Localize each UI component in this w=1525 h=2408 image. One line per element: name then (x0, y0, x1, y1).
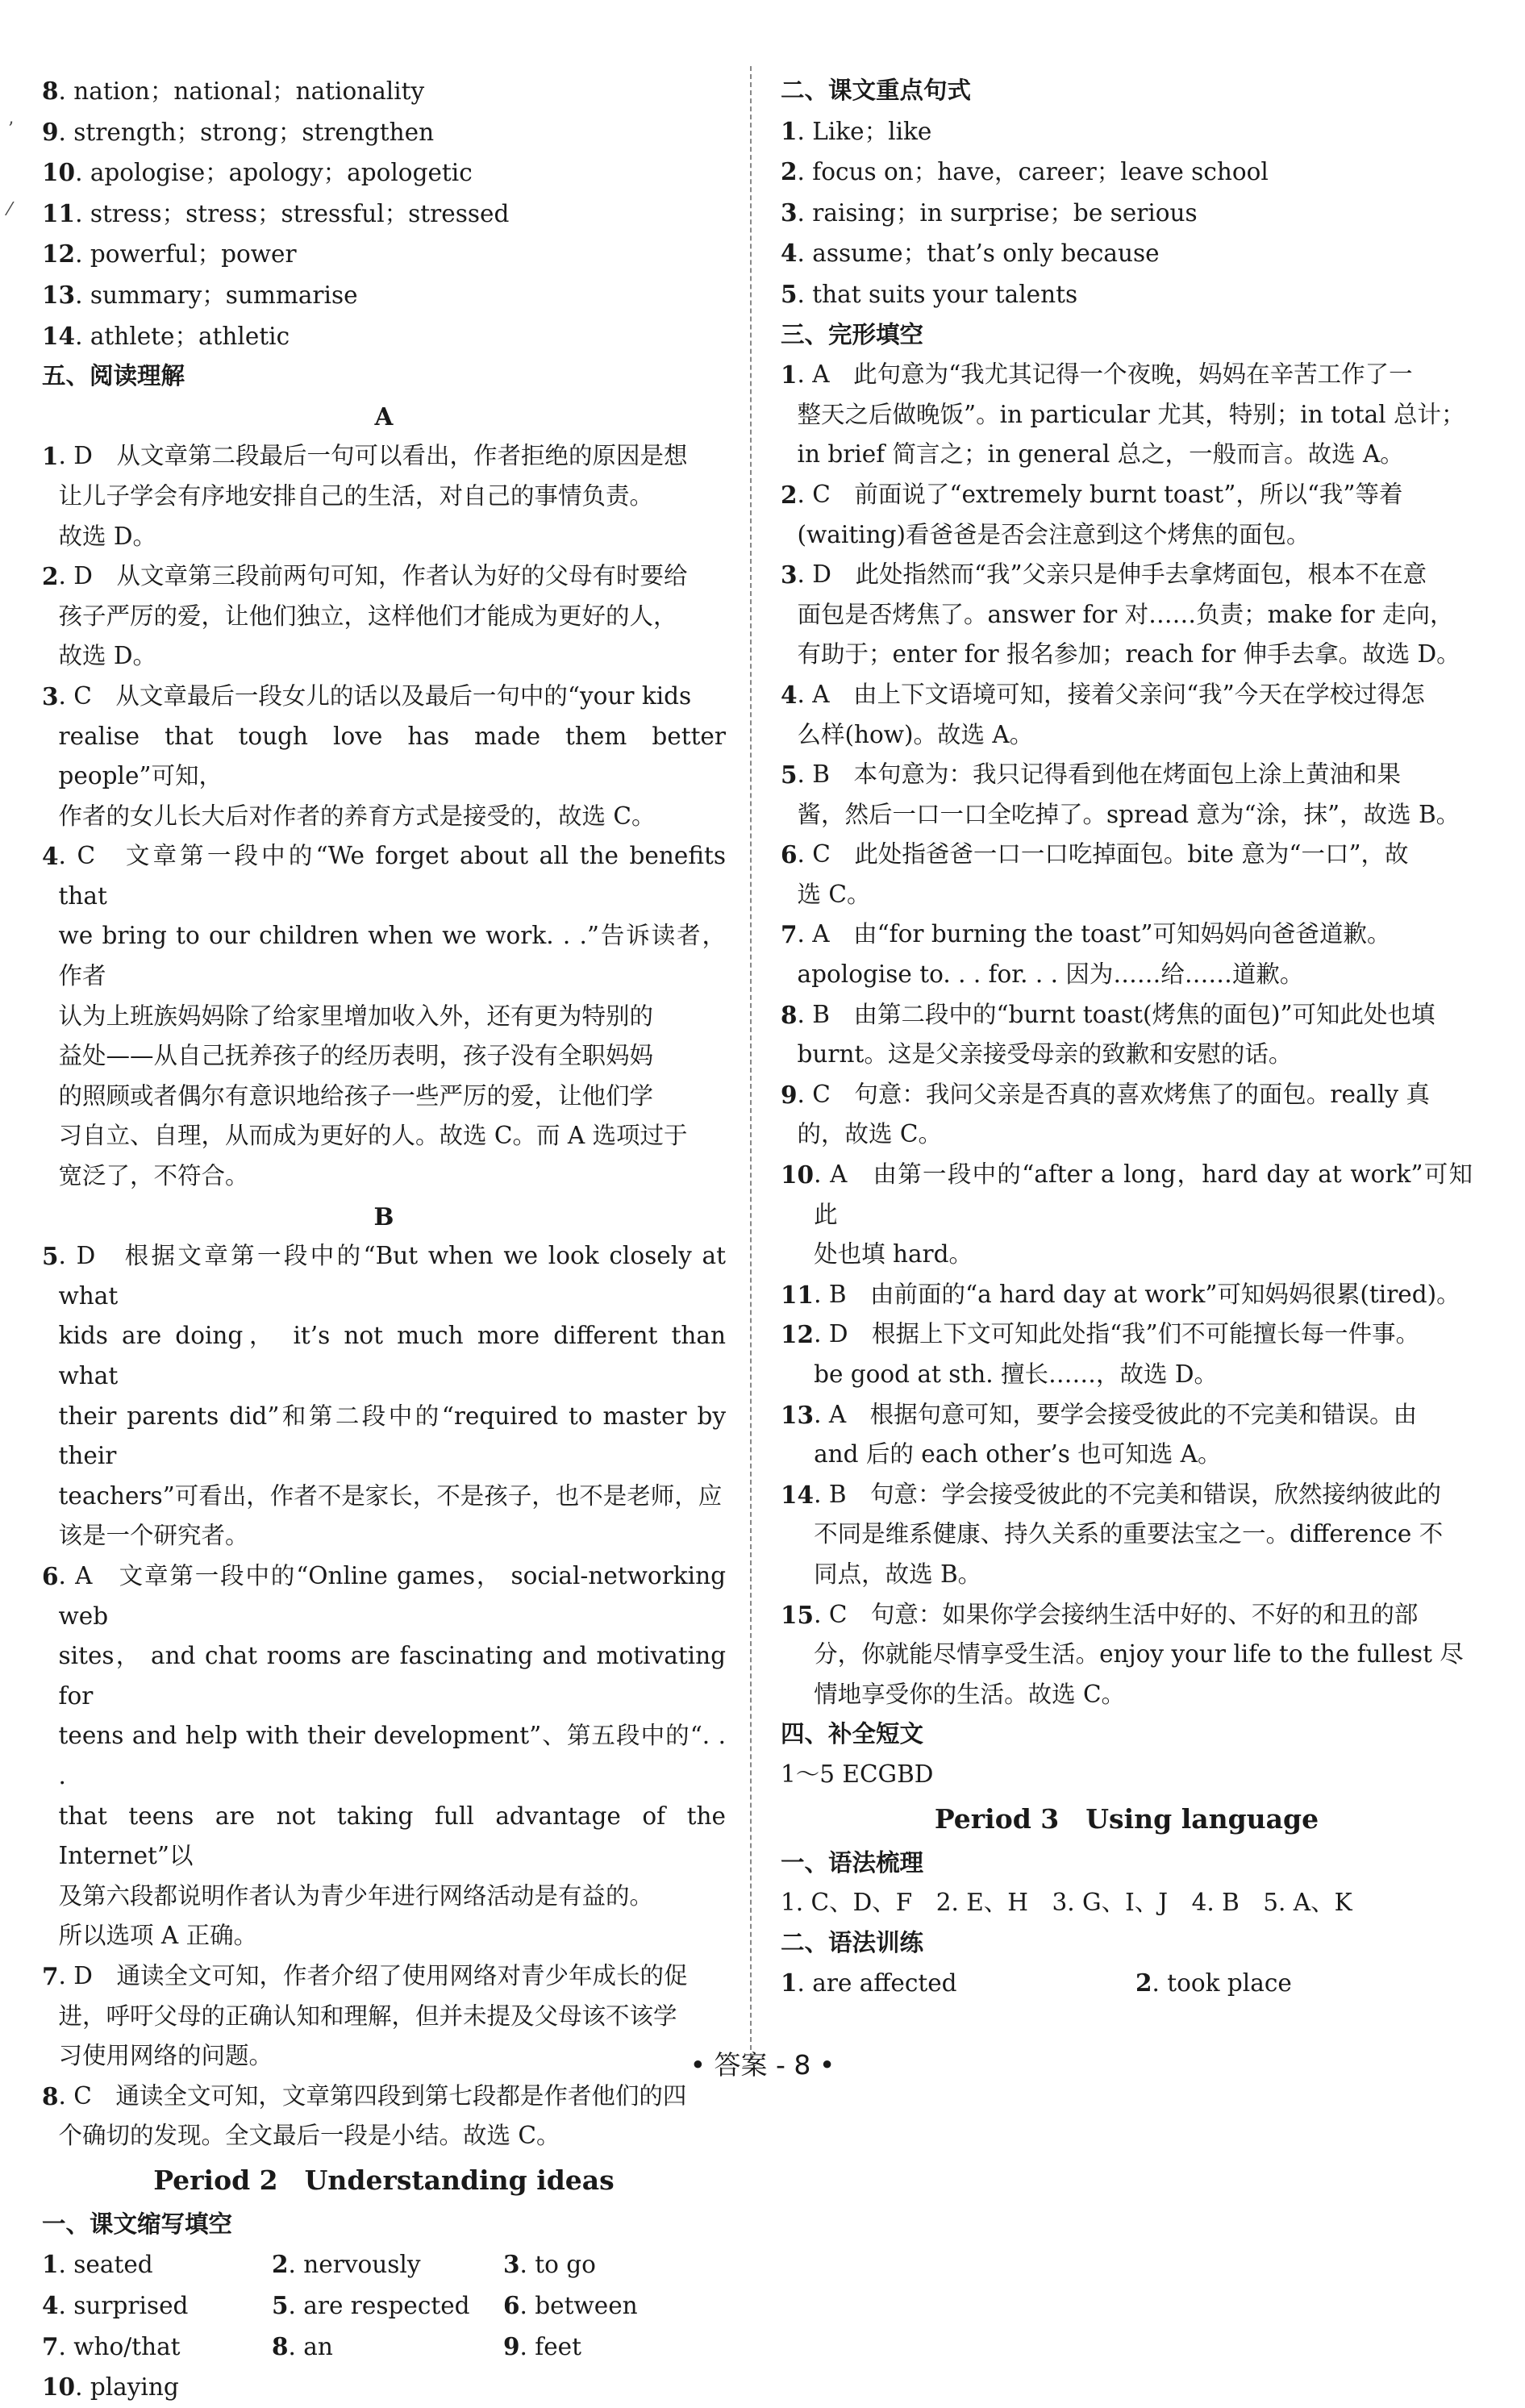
cloze-answer-item: 3 . D 此处指然而“我”父亲只是伸手去拿烤面包，根本不在意 面包是否烤焦了。answer for 对……负责；make for 走向， 有助于；enter for 报名参加；reach for 伸手去拿。故选 D。 (781, 555, 1473, 675)
cloze-answer-item: 12 . D 根据上下文可知此处指“我”们不可能擅长每一件事。 be good at sth. 擅长……，故选 D。 (781, 1314, 1473, 1394)
answer-line: that teens are not taking full advantage of the Internet”以 (58, 1802, 726, 1870)
answer-line: 选 C。 (797, 880, 871, 908)
answer-line: . D 从文章第三段前两句可知，作者认为好的父母有时要给 (58, 562, 688, 590)
cloze-answer-item: 15 . C 句意：如果你学会接纳生活中好的、不好的和丑的部 分，你就能尽情享受生活。enjoy your life to the fullest 尽 情地享受你的生活。故选 C。 (781, 1595, 1473, 1715)
vocab-item: 9. strength；strong；strengthen (42, 117, 435, 146)
part-a-answers (42, 436, 726, 1196)
answer-line: 及第六段都说明作者认为青少年进行网络活动是有益的。 (58, 1881, 654, 1910)
answer-line: kids are doing， it’s not much more different than what (58, 1322, 726, 1389)
fill-in-answers (42, 2244, 726, 2407)
answer-line: sites， and chat rooms are fascinating and motivating for (58, 1642, 726, 1710)
section-heading-cloze: 三、完形填空 (781, 320, 924, 348)
cloze-answer-item: 10 . A 由第一段中的“after a long，hard day at work”可知此 处也填 hard。 (781, 1155, 1473, 1275)
answer-line: 么样(how)。故选 A。 (797, 720, 1034, 748)
answer-line: 个确切的发现。全文最后一段是小结。故选 C。 (58, 2122, 560, 2150)
cloze-answer-item: 7 . A 由“for burning the toast”可知妈妈向爸爸道歉。 apologise to. . . for. . . 因为……给……道歉。 (781, 914, 1473, 994)
answer-line: 不同是维系健康、持久关系的重要法宝之一。difference 不 (814, 1520, 1444, 1548)
answer-line: 故选 D。 (58, 642, 157, 670)
page-footer: • 答案 - 8 • (690, 2049, 835, 2081)
fill-item: 6. between (503, 2291, 638, 2320)
reading-answer-item: 1 . D 从文章第二段最后一句可以看出，作者拒绝的原因是想 让儿子学会有序地安排自己的生活，对自己的事情负责。 故选 D。 (42, 436, 726, 556)
part-a-label: A (374, 402, 394, 431)
answer-line: . D 通读全文可知，作者介绍了使用网络对青少年成长的促 (58, 1961, 688, 1989)
cloze-answer-item: 2 . C 前面说了“extremely burnt toast”，所以“我”等着 (waiting)看爸爸是否会注意到这个烤焦的面包。 (781, 475, 1473, 555)
margin-mark: ’ (8, 119, 14, 140)
vocab-item: 14. athlete；athletic (42, 321, 290, 350)
answer-line: . B 由第二段中的“burnt toast(烤焦的面包)”可知此处也填 (797, 1000, 1435, 1028)
answer-line: apologise to. . . for. . . 因为……给……道歉。 (797, 960, 1304, 989)
section-heading-passage-completion: 四、补全短文 (781, 1720, 924, 1748)
cloze-answer-item: 8 . B 由第二段中的“burnt toast(烤焦的面包)”可知此处也填 burnt。这是父亲接受母亲的致歉和安慰的话。 (781, 995, 1473, 1075)
answer-line: . A 由第一段中的“after a long，hard day at work”可知此 (814, 1160, 1473, 1228)
section-heading-reading: 五、阅读理解 (42, 362, 185, 390)
answer-line: and 后的 each other’s 也可知选 A。 (814, 1440, 1222, 1469)
period-2-title: Period 2 Understanding ideas (153, 2164, 615, 2196)
vocab-item: 8. nation；national；nationality (42, 77, 425, 105)
answer-line: . A 根据句意可知，要学会接受彼此的不完美和错误。由 (814, 1400, 1418, 1428)
grammar-practice-answers (781, 1963, 1473, 2004)
fill-item: 1. seated (42, 2250, 153, 2279)
answer-line: 面包是否烤焦了。answer for 对……负责；make for 走向， (797, 600, 1454, 628)
answer-line: their parents did”和第二段中的“required to master by their (58, 1402, 726, 1470)
fill-item: 10. playing (42, 2373, 179, 2402)
reading-answer-item: 3 . C 从文章最后一段女儿的话以及最后一句中的“your kids realise that tough love has made them better people”可知， 作者的女儿长大后对作者的养育方式是接受的，故选 C。 (42, 677, 726, 836)
fill-item: 3. to go (503, 2250, 596, 2279)
answer-line: 酱，然后一口一口全吃掉了。spread 意为“涂，抹”，故选 B。 (797, 800, 1460, 828)
answer-line: . B 由前面的“a hard day at work”可知妈妈很累(tired)。 (814, 1280, 1460, 1308)
fill-row (42, 2367, 726, 2408)
vocab-item: 12. powerful；power (42, 240, 297, 269)
answer-line: . A 此句意为“我尤其记得一个夜晚，妈妈在辛苦工作了一 (797, 360, 1413, 389)
cloze-answer-item: 11 . B 由前面的“a hard day at work”可知妈妈很累(tired)。 (781, 1280, 1460, 1309)
sentence-item: 4. assume；that’s only because (781, 239, 1160, 268)
answer-line: . C 从文章最后一段女儿的话以及最后一句中的“your kids (58, 681, 692, 710)
vocab-item: 10. apologise；apology；apologetic (42, 158, 473, 187)
period-3-title: Period 3 Using language (934, 1802, 1319, 1835)
column-divider (750, 66, 752, 2058)
passage-completion-answer: 1～5 ECGBD (781, 1760, 934, 1788)
answer-line: . B 本句意为：我只记得看到他在烤面包上涂上黄油和果 (797, 760, 1401, 789)
fill-item: 4. surprised (42, 2291, 189, 2320)
answer-line: 整天之后做晚饭”。in particular 尤其，特别；in total 总计； (797, 400, 1465, 428)
answer-line: . C 句意：如果你学会接纳生活中好的、不好的和丑的部 (814, 1600, 1419, 1628)
answer-line: . C 通读全文可知，文章第四段到第七段都是作者他们的四 (58, 2081, 687, 2110)
answer-line: 宽泛了，不符合。 (58, 1162, 249, 1190)
section-heading-grammar-practice: 二、语法训练 (781, 1928, 924, 1956)
answer-line: 故选 D。 (58, 522, 157, 550)
grammar-review-answers: 1. C、D、F 2. E、H 3. G、I、J 4. B 5. A、K (781, 1889, 1352, 1917)
sentence-answers (781, 111, 1473, 315)
answer-line: . A 由上下文语境可知，接着父亲问“我”今天在学校过得怎 (797, 680, 1425, 708)
answer-line: 孩子严厉的爱，让他们独立，这样他们才能成为更好的人， (58, 602, 677, 630)
cloze-answer-item: 5 . B 本句意为：我只记得看到他在烤面包上涂上黄油和果 酱，然后一口一口全吃掉了。spread 意为“涂，抹”，故选 B。 (781, 755, 1473, 835)
answer-line: teachers”可看出，作者不是家长，不是孩子，也不是老师，应 (58, 1481, 723, 1510)
sentence-item: 5. that suits your talents (781, 279, 1078, 308)
answer-line: . A 由“for burning the toast”可知妈妈向爸爸道歉。 (797, 920, 1391, 948)
reading-answer-item: 6 . A 文章第一段中的“Online games， social-networking web sites， and chat rooms are fascinating and motivating for teens and help with their development”、第五段中的“. . . that teens are not taking full advantage of the Internet”以 及第六段都说明作者认为青少年进行网络活动是有益的。 所以选项 A 正确。 (42, 1556, 726, 1956)
reading-answer-item: 4 . C 文章第一段中的“We forget about all the benefits that we bring to our children when we work. . .”告诉读者，作者 认为上班族妈妈除了给家里增加收入外，还有更为特别的 益处——从自己抚养孩子的经历表明，孩子没有全职妈妈 的照顾或者偶尔有意识地给孩子一些严厉的爱，让他们学 习自立、自理，从而成为更好的人。故选 C。而 A 选项过于 宽泛了，不符合。 (42, 836, 726, 1196)
answer-line: 认为上班族妈妈除了给家里增加收入外，还有更为特别的 (58, 1002, 654, 1030)
answer-line: 作者的女儿长大后对作者的养育方式是接受的，故选 C。 (58, 802, 656, 830)
sentence-item: 2. focus on；have，career；leave school (781, 157, 1269, 186)
answer-line: 习自立、自理，从而成为更好的人。故选 C。而 A 选项过于 (58, 1122, 688, 1150)
fill-item: 7. who/that (42, 2331, 181, 2360)
answer-line: 有助于；enter for 报名参加；reach for 伸手去拿。故选 D。 (797, 640, 1460, 669)
answer-line: 的照顾或者偶尔有意识地给孩子一些严厉的爱，让他们学 (58, 1081, 654, 1110)
answer-line: in brief 简言之；in general 总之，一般而言。故选 A。 (797, 440, 1404, 469)
answer-line: 的，故选 C。 (797, 1120, 942, 1148)
fill-row (42, 2244, 726, 2285)
answer-line: 益处——从自己抚养孩子的经历表明，孩子没有全职妈妈 (58, 1042, 654, 1070)
fill-row (42, 2285, 726, 2327)
answer-line: . D 此处指然而“我”父亲只是伸手去拿烤面包，根本不在意 (797, 560, 1427, 589)
answer-line: realise that tough love has made them better people”可知， (58, 722, 726, 790)
answer-line: (waiting)看爸爸是否会注意到这个烤焦的面包。 (797, 520, 1310, 548)
answer-line: 该是一个研究者。 (58, 1522, 249, 1550)
answer-line: 同点，故选 B。 (814, 1560, 982, 1588)
part-b-answers (42, 1236, 726, 2156)
fill-item: 5. are respected (272, 2291, 470, 2320)
grammar-practice-item: 1. are affected (781, 1968, 957, 1998)
answer-line: . C 文章第一段中的“We forget about all the benefits that (58, 842, 726, 910)
fill-row (42, 2327, 726, 2368)
answer-line: 处也填 hard。 (814, 1240, 973, 1269)
cloze-answer-item: 13 . A 根据句意可知，要学会接受彼此的不完美和错误。由 and 后的 each other’s 也可知选 A。 (781, 1395, 1473, 1475)
cloze-answer-item: 14 . B 句意：学会接受彼此的不完美和错误，欣然接纳彼此的 不同是维系健康、持久关系的重要法宝之一。difference 不 同点，故选 B。 (781, 1475, 1473, 1595)
answer-line: . D 根据文章第一段中的“But when we look closely at what (58, 1242, 726, 1310)
cloze-answer-item: 9 . C 句意：我问父亲是否真的喜欢烤焦了的面包。really 真 的，故选 C。 (781, 1075, 1473, 1155)
fill-item: 8. an (272, 2331, 333, 2360)
answer-line: 习使用网络的问题。 (58, 2042, 273, 2070)
reading-answer-item: 8 . C 通读全文可知，文章第四段到第七段都是作者他们的四 个确切的发现。全文最后一段是小结。故选 C。 (42, 2077, 726, 2156)
fill-item: 9. feet (503, 2331, 581, 2360)
answer-line: . C 此处指爸爸一口一口吃掉面包。bite 意为“一口”，故 (797, 840, 1409, 869)
section-heading-grammar-review: 一、语法梳理 (781, 1848, 924, 1877)
cloze-answer-item: 1 . A 此句意为“我尤其记得一个夜晚，妈妈在辛苦工作了一 整天之后做晚饭”。in particular 尤其，特别；in total 总计； in brief 简言之；in general 总之，一般而言。故选 A。 (781, 355, 1473, 475)
section-heading-key-sentences: 二、课文重点句式 (781, 77, 972, 104)
answer-line: . C 句意：我问父亲是否真的喜欢烤焦了的面包。really 真 (797, 1080, 1430, 1108)
vocab-item: 11. stress；stress；stressful；stressed (42, 198, 510, 227)
cloze-answer-item: 6 . C 此处指爸爸一口一口吃掉面包。bite 意为“一口”，故 选 C。 (781, 835, 1473, 914)
answer-line: 所以选项 A 正确。 (58, 1922, 258, 1950)
reading-answer-item: 5 . D 根据文章第一段中的“But when we look closely at what kids are doing， it’s not much more different than what their parents did”和第二段中的“required to master by their teachers”可看出，作者不是家长，不是孩子，也不是老师，应 该是一个研究者。 (42, 1236, 726, 1556)
grammar-practice-item: 2. took place (1135, 1968, 1292, 1998)
answer-line: 情地享受你的生活。故选 C。 (814, 1680, 1126, 1708)
part-b-label: B (373, 1202, 394, 1231)
answer-line: 让儿子学会有序地安排自己的生活，对自己的事情负责。 (58, 481, 654, 510)
answer-line: . C 前面说了“extremely burnt toast”，所以“我”等着 (797, 480, 1403, 508)
answer-line: teens and help with their development”、第五段中的“. . . (58, 1722, 726, 1789)
answer-line: burnt。这是父亲接受母亲的致歉和安慰的话。 (797, 1040, 1293, 1069)
vocab-list (42, 71, 726, 356)
answer-line: . D 从文章第二段最后一句可以看出，作者拒绝的原因是想 (58, 442, 688, 470)
answer-line: . A 文章第一段中的“Online games， social-networking web (58, 1561, 726, 1630)
vocab-item: 13. summary；summarise (42, 280, 358, 309)
answer-line: 分，你就能尽情享受生活。enjoy your life to the fullest 尽 (814, 1640, 1464, 1669)
answer-line: 进，呼吁父母的正确认知和理解，但并未提及父母该不该学 (58, 2002, 677, 2030)
margin-mark: ⁄ (8, 200, 11, 220)
section-heading-summary-fill: 一、课文缩写填空 (42, 2210, 233, 2238)
sentence-item: 1. Like；like (781, 116, 932, 145)
reading-answer-item: 2 . D 从文章第三段前两句可知，作者认为好的父母有时要给 孩子严厉的爱，让他们独立，这样他们才能成为更好的人， 故选 D。 (42, 556, 726, 677)
answer-line: be good at sth. 擅长……，故选 D。 (814, 1360, 1219, 1388)
answer-line: . B 句意：学会接受彼此的不完美和错误，欣然接纳彼此的 (814, 1480, 1441, 1508)
sentence-item: 3. raising；in surprise；be serious (781, 198, 1198, 227)
reading-answer-item: 7 . D 通读全文可知，作者介绍了使用网络对青少年成长的促 进，呼吁父母的正确认知和理解，但并未提及父母该不该学 习使用网络的问题。 (42, 1956, 726, 2077)
fill-item: 2. nervously (272, 2250, 421, 2279)
answer-line: . D 根据上下文可知此处指“我”们不可能擅长每一件事。 (814, 1320, 1420, 1348)
cloze-answers (781, 355, 1473, 1714)
right-column (781, 71, 1473, 2004)
cloze-answer-item: 4 . A 由上下文语境可知，接着父亲问“我”今天在学校过得怎 么样(how)。故选 A。 (781, 675, 1473, 755)
answer-line: we bring to our children when we work. . .”告诉读者，作者 (58, 922, 726, 990)
